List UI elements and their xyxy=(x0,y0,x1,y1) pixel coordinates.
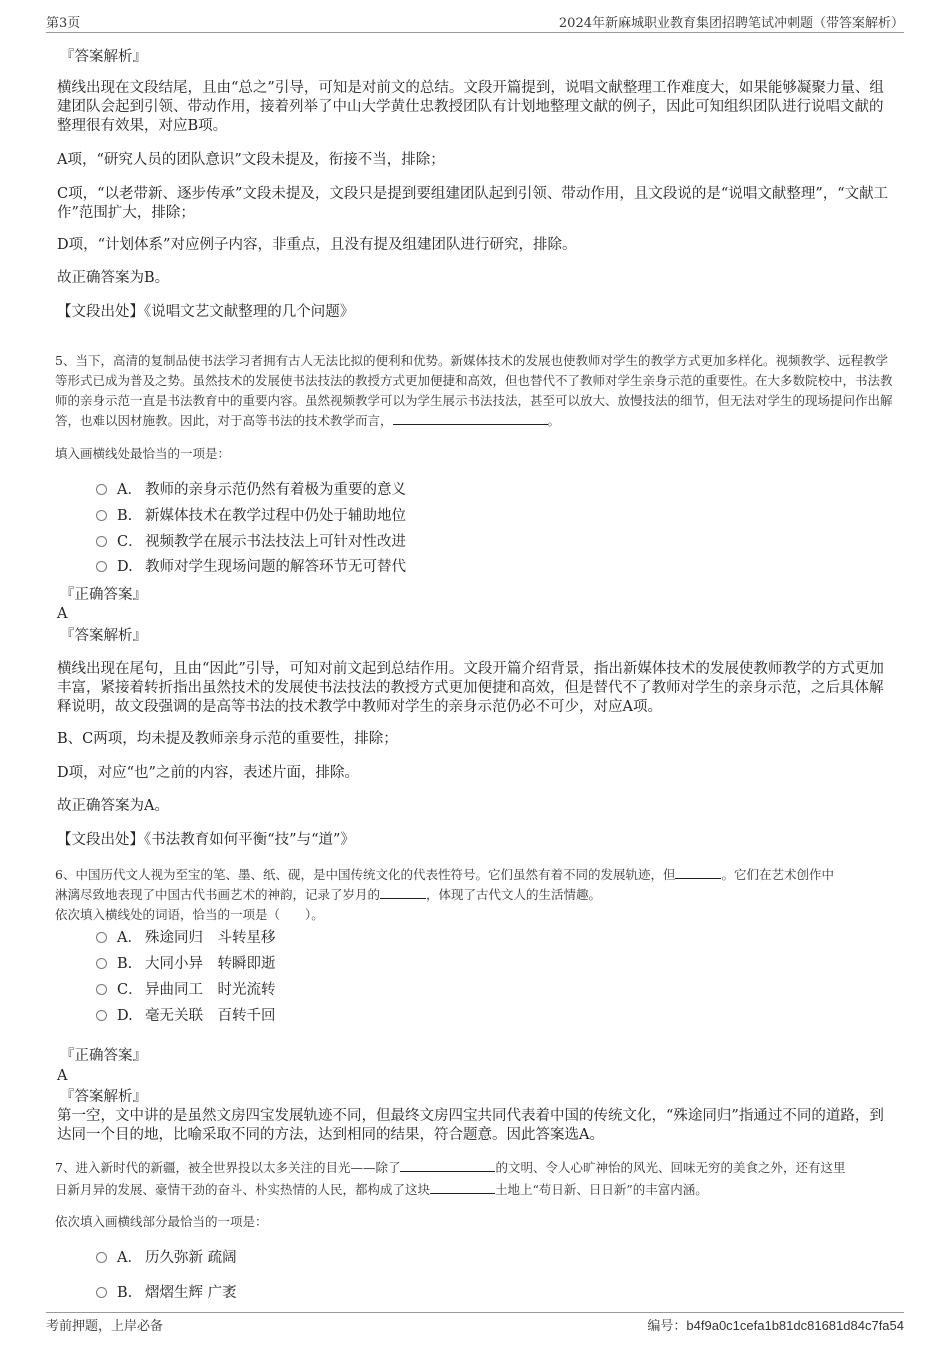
q6-option-a[interactable]: A． 殊途同归 斗转星移 xyxy=(96,928,276,948)
q6-answer: A xyxy=(57,1068,68,1084)
radio-icon[interactable] xyxy=(96,1287,107,1298)
q5-answer-label: 『正确答案』 xyxy=(60,587,147,603)
q5-stem xyxy=(55,351,895,431)
q4-analysis-label: 『答案解析』 xyxy=(60,49,147,65)
q6-stem-line1: 6、中国历代文人视为至宝的笔、墨、纸、砚，是中国传统文化的代表性符号。它们虽然有着不同的发展轨迹，但 。它们在艺术创作中 xyxy=(55,867,834,882)
q6-option-c[interactable]: C． 异曲同工 时光流转 xyxy=(96,980,276,1000)
footer-serial: 编号：b4f9a0c1cefa1b81dc81681d84c7fa54 xyxy=(647,1318,904,1333)
footer-slogan: 考前押题，上岸必备 xyxy=(46,1319,164,1334)
q5-analysis-p2: B、C两项，均未提及教师亲身示范的重要性，排除； xyxy=(57,731,398,747)
q6-stem-line2: 淋漓尽致地表现了中国古代书画艺术的神韵，记录了岁月的 ，体现了古代文人的生活情趣。 xyxy=(55,887,602,902)
q6-blank-1 xyxy=(675,865,721,879)
q5-stem-end: 。 xyxy=(547,413,561,428)
q6-analysis-p1: 第一空，文中讲的是虽然文房四宝发展轨迹不同，但最终文房四宝共同代表着中国的传统文化，“殊途同归”指通过不同的道路，到达同一个目的地，比喻采取不同的方法，达到相同的结果，符合题意。因此答案选A。 xyxy=(57,1108,884,1143)
q4-analysis-p5: 故正确答案为B。 xyxy=(57,270,170,286)
header-divider xyxy=(46,32,904,33)
radio-icon[interactable] xyxy=(96,958,107,969)
q4-analysis-p1: 横线出现在文段结尾，且由“总之”引导，可知是对前文的总结。文段开篇提到，说唱文献整理工作难度大，如果能够凝聚力量、组建团队会起到引领、带动作用，接着列举了中山大学黄仕忠教授团队有计划地整理文献的例子，因此可知组织团队进行说唱文献的整理很有效果，对应B项。 xyxy=(57,80,884,134)
q7-blank-2 xyxy=(430,1180,495,1194)
q5-answer: A xyxy=(57,606,68,622)
radio-icon[interactable] xyxy=(96,1010,107,1021)
footer-divider xyxy=(46,1312,904,1313)
q5-option-a[interactable]: A． 教师的亲身示范仍然有着极为重要的意义 xyxy=(96,480,406,500)
q5-stem-text: 5、当下，高清的复制品使书法学习者拥有古人无法比拟的便利和优势。新媒体技术的发展也使教师对学生的教学方式更加多样化。视频教学、远程教学等形式已成为普及之势。虽然技术的发展使书法技法的教授方式更加便捷和高效，但也替代不了教师对学生亲身示范的重要性。在大多数院校中，书法教师的亲身示范一直是书法教育中的重要内容。虽然视频教学可以为学生展示书法技法，甚至可以放大、放慢技法的细节，但无法对学生的现场提问作出解答，也难以因材施教。因此，对于高等书法的技术教学而言， xyxy=(55,353,893,428)
q5-option-b[interactable]: B. 新媒体技术在教学过程中仍处于辅助地位 xyxy=(96,506,406,526)
q5-option-c[interactable]: C． 视频教学在展示书法技法上可针对性改进 xyxy=(96,532,406,552)
q7-prompt: 依次填入画横线部分最恰当的一项是： xyxy=(55,1214,268,1229)
q5-analysis-label: 『答案解析』 xyxy=(60,628,147,644)
q6-analysis-label: 『答案解析』 xyxy=(60,1089,147,1105)
q6-prompt: 依次填入横线处的词语，恰当的一项是（ ）。 xyxy=(55,907,324,922)
q6-answer-label: 『正确答案』 xyxy=(60,1048,147,1064)
q7-blank-1 xyxy=(400,1158,495,1172)
q7-option-a[interactable]: A． 历久弥新 疏阔 xyxy=(96,1248,237,1268)
radio-icon[interactable] xyxy=(96,561,107,572)
radio-icon[interactable] xyxy=(96,510,107,521)
q6-option-b[interactable]: B. 大同小异 转瞬即逝 xyxy=(96,954,276,974)
radio-icon[interactable] xyxy=(96,932,107,943)
q5-prompt: 填入画横线处最恰当的一项是： xyxy=(55,446,231,461)
q7-stem-line2: 日新月异的发展、豪情干劲的奋斗、朴实热情的人民，都构成了这块 土地上“苟日新、日日新”的丰富内涵。 xyxy=(55,1182,708,1197)
q5-option-d[interactable]: D. 教师对学生现场问题的解答环节无可替代 xyxy=(96,557,406,577)
q6-blank-2 xyxy=(380,885,426,899)
q5-analysis-p4: 故正确答案为A。 xyxy=(57,798,169,814)
page-number: 第3页 xyxy=(46,16,81,31)
q5-blank xyxy=(393,411,548,425)
q7-stem-line1: 7、进入新时代的新疆，被全世界投以太多关注的目光——除了 的文明、令人心旷神怡的风光、回味无穷的美食之外，还有这里 xyxy=(55,1160,846,1175)
q4-analysis-p3: C项，“以老带新、逐步传承”文段未提及，文段只是提到要组建团队起到引领、带动作用，且文段说的是“说唱文献整理”，“文献工作”范围扩大，排除； xyxy=(57,186,889,221)
q4-analysis-p2: A项，“研究人员的团队意识”文段未提及，衔接不当，排除； xyxy=(57,152,445,168)
radio-icon[interactable] xyxy=(96,1252,107,1263)
q4-analysis-p4: D项，“计划体系”对应例子内容，非重点，且没有提及组建团队进行研究，排除。 xyxy=(57,237,577,253)
q5-analysis-p1: 横线出现在尾句，且由“因此”引导，可知对前文起到总结作用。文段开篇介绍背景，指出新媒体技术的发展使教师教学的方式更加丰富，紧接着转折指出虽然技术的发展使书法技法的教授方式更加便捷和高效，但是替代不了教师对学生的亲身示范，之后具体解释说明，故文段强调的是高等书法的技术教学中教师对学生的亲身示范仍必不可少，对应A项。 xyxy=(57,661,884,715)
q5-source: 【文段出处】《书法教育如何平衡“技”与“道”》 xyxy=(57,832,355,848)
radio-icon[interactable] xyxy=(96,984,107,995)
q5-analysis-p3: D项，对应“也”之前的内容，表述片面，排除。 xyxy=(57,765,359,781)
q6-option-d[interactable]: D. 毫无关联 百转千回 xyxy=(96,1006,276,1026)
q7-option-b[interactable]: B. 熠熠生辉 广袤 xyxy=(96,1283,237,1303)
q4-source: 【文段出处】《说唱文艺文献整理的几个问题》 xyxy=(57,304,355,320)
radio-icon[interactable] xyxy=(96,536,107,547)
radio-icon[interactable] xyxy=(96,484,107,495)
document-title: 2024年新麻城职业教育集团招聘笔试冲刺题（带答案解析） xyxy=(558,16,904,31)
